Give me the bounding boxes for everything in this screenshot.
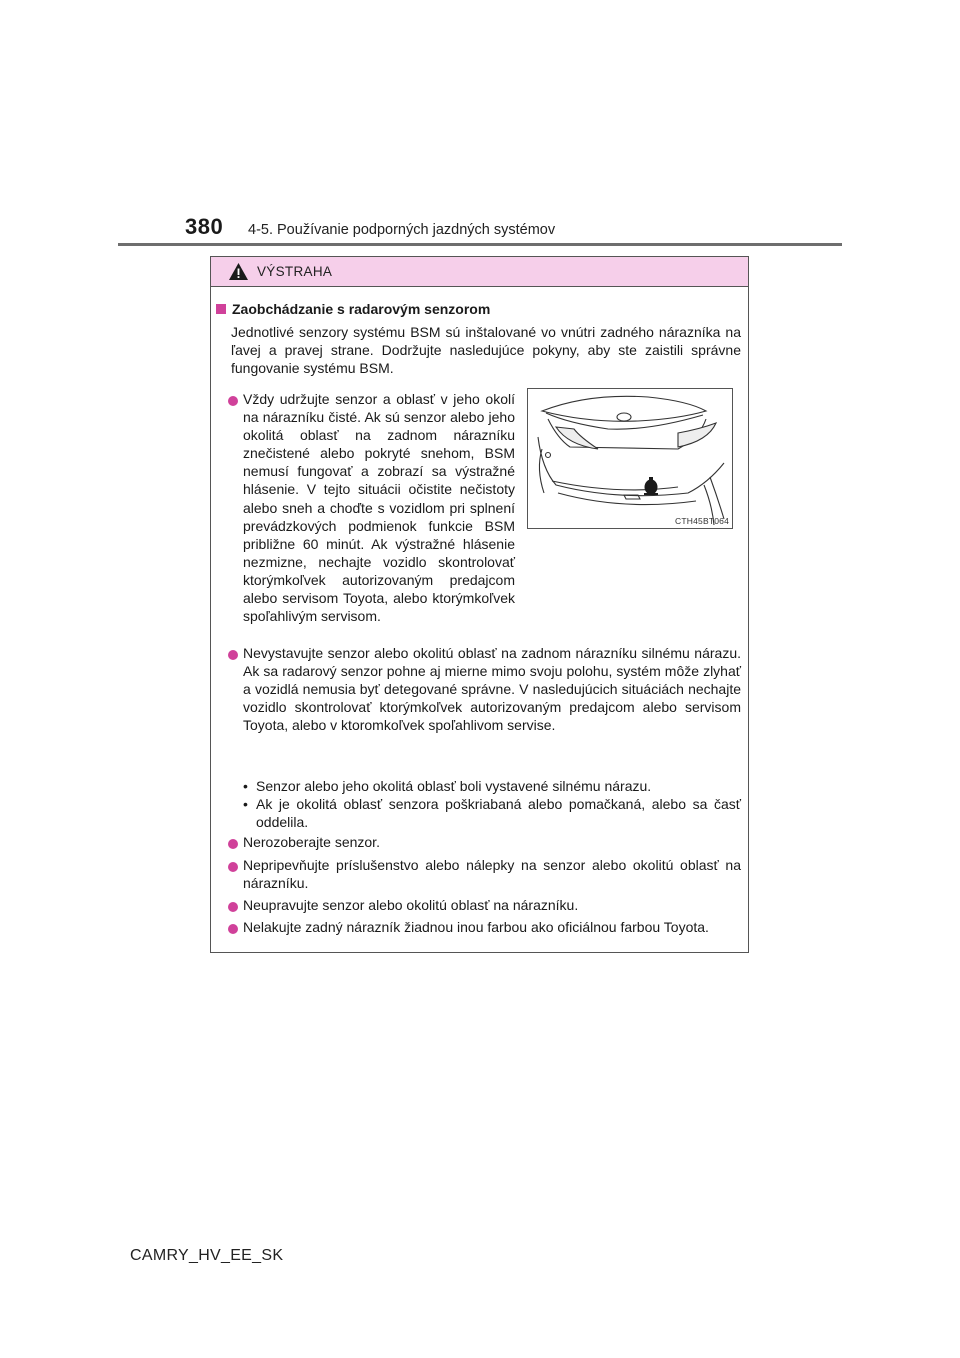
sub-bullet: • (243, 778, 248, 794)
sub-bullet: • (243, 796, 248, 812)
bumper-figure (527, 388, 733, 529)
page-number: 380 (185, 214, 224, 239)
bullet-dot-icon (228, 902, 238, 912)
item-no-disassemble: Nerozoberajte senzor. (243, 834, 380, 850)
bullet-dot-icon (228, 839, 238, 849)
warning-label: VÝSTRAHA (257, 264, 333, 279)
figure-code: CTH45BT064 (675, 516, 729, 526)
car-rear-illustration (528, 389, 732, 528)
bullet-dot-icon (228, 650, 238, 660)
section-heading-text: Zaobchádzanie s radarovým senzorom (232, 301, 491, 317)
warning-triangle-icon (228, 262, 249, 281)
chapter-title: 4-5. Používanie podporných jazdných systémov (248, 222, 556, 238)
footer-code: CAMRY_HV_EE_SK (130, 1247, 284, 1264)
sub-item-impact: Senzor alebo jeho okolitá oblasť boli vystavené silnému nárazu. (256, 778, 652, 794)
bullet-dot-icon (228, 862, 238, 872)
bullet-dot-icon (228, 396, 238, 406)
section-heading (216, 301, 490, 317)
bullet-dot-icon (228, 924, 238, 934)
sub-item-damaged: Ak je okolitá oblasť senzora poškriabaná alebo pomačkaná, alebo sa časť oddelila. (256, 796, 741, 831)
item-no-paint: Nelakujte zadný nárazník žiadnou inou farbou ako oficiálnou farbou Toyota. (243, 919, 709, 935)
square-bullet-icon (216, 304, 226, 314)
item-keep-clean: Vždy udržujte senzor a oblasť v jeho okolí na nárazníku čisté. Ak sú senzor alebo jeho okolitá oblasť na zadnom nárazníku znečistené alebo pokryté snehom, BSM nemusí fungovať a zobrazí sa výstražné hlásenie. V tejto situácii očistite nečistoty alebo sneh a choďte s vozidlom pri splnení prevádzkových podmienok funkcie BSM približne 60 minút. Ak výstražné hlásenie nezmizne, nechajte vozidlo skontrolovať ktorýmkoľvek autorizovaným predajcom alebo servisom Toyota, alebo ktorýmkoľvek spoľahlivým servisom. (243, 391, 515, 625)
header-rule (118, 243, 842, 246)
item-no-modify: Neupravujte senzor alebo okolitú oblasť na nárazníku. (243, 897, 579, 913)
warning-box (210, 256, 749, 953)
item-no-accessories: Nepripevňujte príslušenstvo alebo nálepky na senzor alebo okolitú oblasť na nárazníku. (243, 857, 741, 892)
intro-paragraph: Jednotlivé senzory systému BSM sú inštalované vo vnútri zadného nárazníka na ľavej a pravej strane. Dodržujte nasledujúce pokyny, aby ste zaistili správne fungovanie systému BSM. (231, 324, 741, 377)
item-no-impact: Nevystavujte senzor alebo okolitú oblasť na zadnom nárazníku silnému nárazu. Ak sa radarový senzor pohne aj mierne mimo svoju polohu, systém môže zlyhať a vozidlá nemusia byť detegované správne. V nasledujúcich situáciách nechajte vozidlo skontrolovať ktorýmkoľvek autorizovaným predajcom alebo servisom Toyota, alebo v ktoromkoľvek spoľahlivom servise. (243, 645, 741, 734)
warning-header (211, 257, 748, 287)
